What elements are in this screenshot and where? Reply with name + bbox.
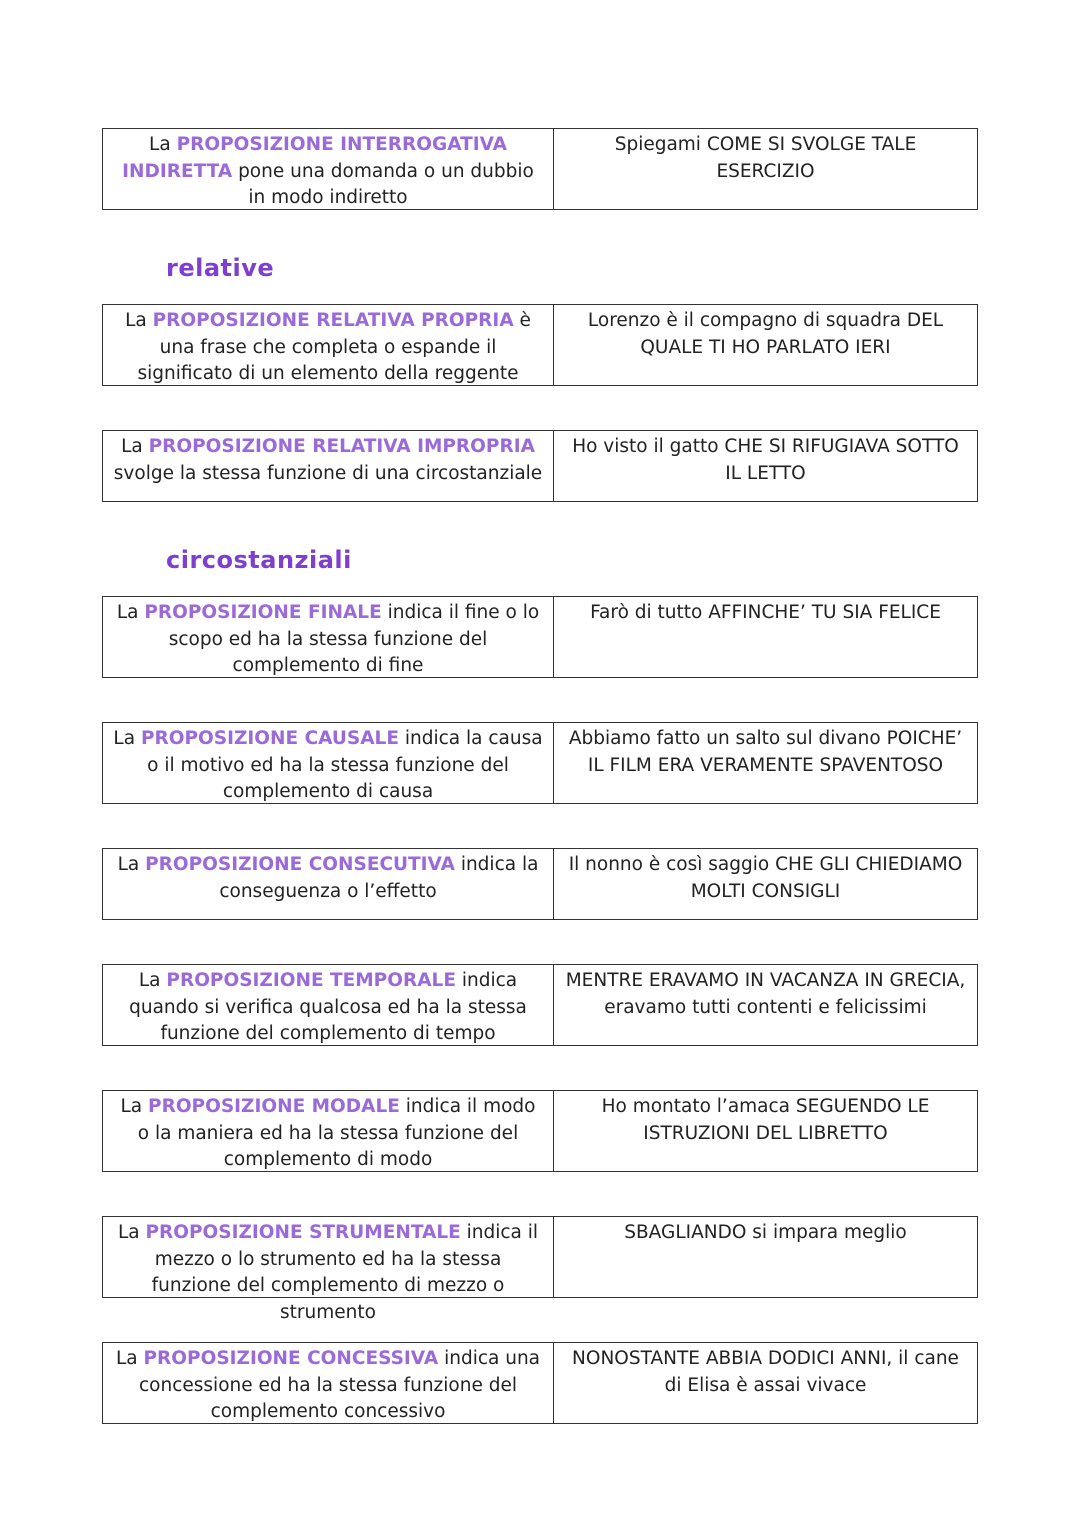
proposition-term: PROPOSIZIONE INTERROGATIVA INDIRETTA (122, 134, 507, 182)
table-row (102, 1090, 978, 1172)
definition-text: indica il mezzo o lo strumento ed ha la stessa funzione del complemento di mezzo o strumento (151, 1222, 539, 1323)
definition-prefix: La (115, 1348, 144, 1369)
table-row (102, 596, 978, 678)
proposition-term: PROPOSIZIONE CONSECUTIVA (145, 854, 455, 875)
definition-prefix: La (138, 970, 167, 991)
proposition-term: PROPOSIZIONE FINALE (144, 602, 382, 623)
example-cell: NONOSTANTE ABBIA DODICI ANNI, il cane di Elisa è assai vivace (572, 1348, 959, 1396)
table-row (102, 722, 978, 804)
proposition-term: PROPOSIZIONE MODALE (148, 1096, 400, 1117)
proposition-term: PROPOSIZIONE CONCESSIVA (143, 1348, 439, 1369)
table-row (102, 430, 978, 502)
definition-text: indica la conseguenza o l’effetto (219, 854, 539, 902)
definition-prefix: La (116, 602, 145, 623)
definition-text: indica il fine o lo scopo ed ha la stessa funzione del complemento di fine (168, 602, 540, 676)
definition-cell (103, 965, 554, 1045)
example-cell: Il nonno è così saggio CHE GLI CHIEDIAMO MOLTI CONSIGLI (568, 854, 963, 902)
definition-prefix: La (121, 436, 149, 457)
example-cell: Ho visto il gatto CHE SI RIFUGIAVA SOTTO IL LETTO (572, 436, 959, 484)
definition-cell (103, 597, 554, 677)
section-heading-relative: relative (166, 254, 275, 282)
proposition-term: PROPOSIZIONE TEMPORALE (166, 970, 456, 991)
example-cell: Lorenzo è il compagno di squadra DEL QUALE TI HO PARLATO IERI (587, 310, 944, 358)
example-cell: Ho montato l’amaca SEGUENDO LE ISTRUZIONI DEL LIBRETTO (601, 1096, 930, 1144)
definition-cell (103, 1217, 554, 1323)
table-row (102, 1216, 978, 1323)
definition-cell (103, 1091, 554, 1171)
definition-cell (103, 129, 554, 209)
definition-text: è una frase che completa o espande il significato di un elemento della reggente (137, 310, 531, 384)
definition-text: pone una domanda o un dubbio in modo indiretto (232, 160, 534, 208)
definition-text: svolge la stessa funzione di una circostanziale (113, 462, 543, 484)
table-row (102, 304, 978, 386)
definition-prefix: La (117, 1222, 146, 1243)
table-row (102, 964, 978, 1046)
proposition-term: PROPOSIZIONE STRUMENTALE (145, 1222, 461, 1243)
proposition-term: PROPOSIZIONE RELATIVA PROPRIA (152, 310, 514, 331)
definition-prefix: La (120, 1096, 149, 1117)
definition-prefix: La (125, 310, 153, 331)
table-row (102, 848, 978, 920)
example-cell: SBAGLIANDO si impara meglio (624, 1222, 907, 1243)
definition-text: indica quando si verifica qualcosa ed ha la stessa funzione del complemento di tempo (129, 970, 527, 1044)
proposition-term: PROPOSIZIONE CAUSALE (140, 728, 399, 749)
definition-cell (103, 723, 554, 803)
table-row (102, 128, 978, 210)
example-cell: Farò di tutto AFFINCHE’ TU SIA FELICE (590, 602, 941, 623)
example-cell: Abbiamo fatto un salto sul divano POICHE’ IL FILM ERA VERAMENTE SPAVENTOSO (568, 728, 963, 776)
definition-cell (103, 305, 554, 385)
definition-text: indica la causa o il motivo ed ha la stessa funzione del complemento di causa (147, 728, 543, 802)
definition-text: indica il modo o la maniera ed ha la stessa funzione del complemento di modo (137, 1096, 536, 1170)
example-cell: MENTRE ERAVAMO IN VACANZA IN GRECIA, eravamo tutti contenti e felicissimi (565, 970, 966, 1018)
definition-prefix: La (117, 854, 146, 875)
definition-text: indica una concessione ed ha la stessa funzione del complemento concessivo (139, 1348, 541, 1422)
table-row (102, 1342, 978, 1424)
definition-cell (103, 1343, 554, 1423)
definition-prefix: La (149, 134, 177, 155)
section-heading-circostanziali: circostanziali (166, 546, 352, 574)
definition-cell (103, 431, 554, 501)
example-cell: Spiegami COME SI SVOLGE TALE ESERCIZIO (614, 134, 917, 182)
definition-cell (103, 849, 554, 919)
definition-prefix: La (113, 728, 141, 749)
proposition-term: PROPOSIZIONE RELATIVA IMPROPRIA (148, 436, 535, 457)
